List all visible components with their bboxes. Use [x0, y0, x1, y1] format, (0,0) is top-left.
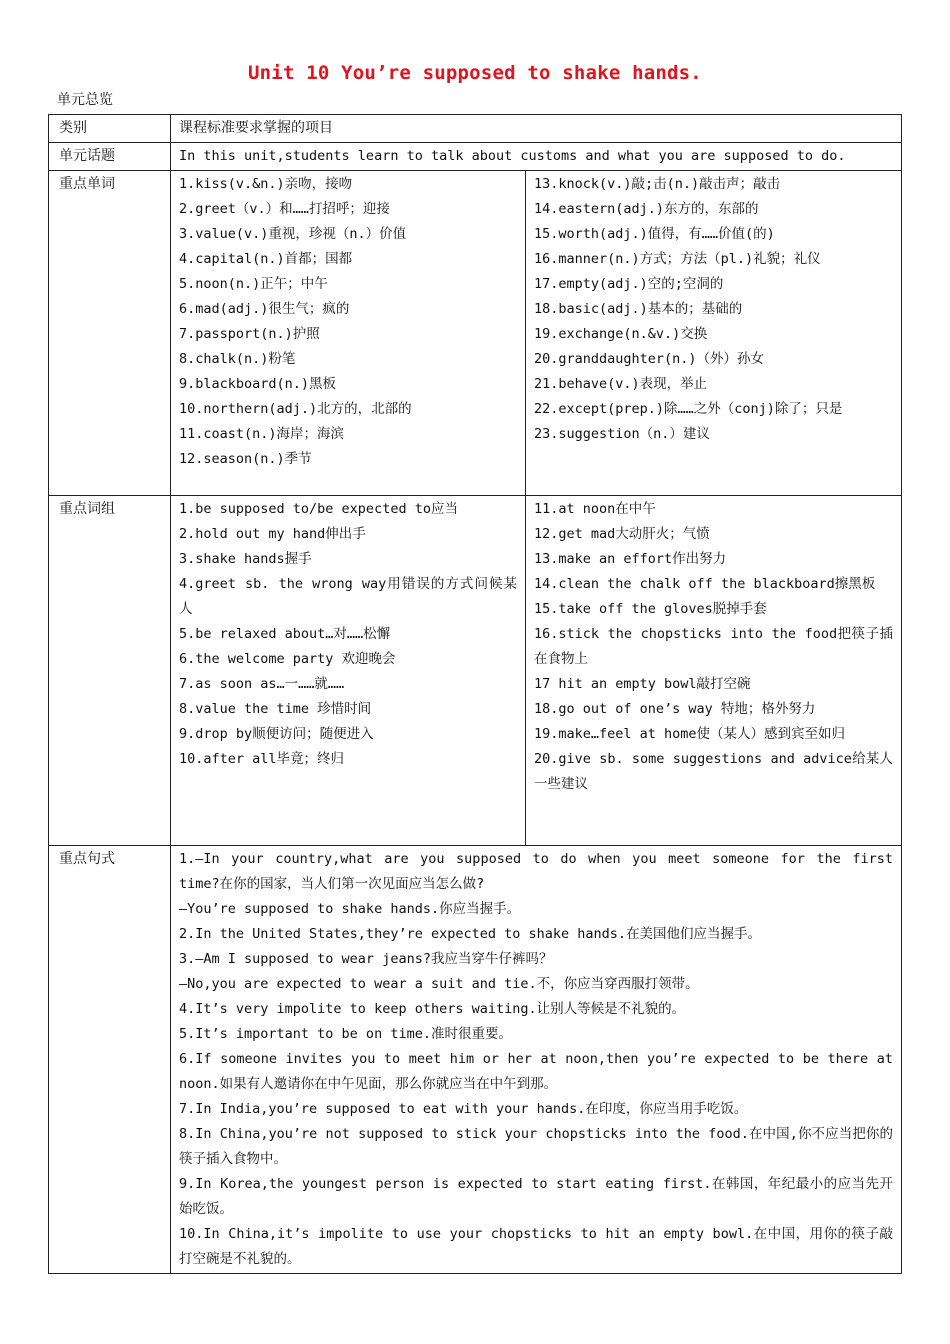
list-item: 20.granddaughter(n.)（外）孙女	[534, 351, 765, 367]
phrases-left-list	[171, 496, 526, 846]
list-item: 5.noon(n.)正午；中午	[179, 276, 328, 292]
words-label: 重点单词	[49, 171, 171, 496]
list-item: 18.basic(adj.)基本的；基础的	[534, 301, 743, 317]
list-item: 10.northern(adj.)北方的，北部的	[179, 401, 412, 417]
sentences-row	[49, 846, 902, 1274]
list-item: 14.clean the chalk off the blackboard擦黑板	[534, 576, 876, 592]
list-item: 7.passport(n.)护照	[179, 326, 320, 342]
page-title: Unit 10 You’re supposed to shake hands.	[248, 62, 702, 84]
list-item: 19.exchange(n.&v.)交换	[534, 326, 708, 342]
sentences-list	[171, 846, 902, 1274]
list-item: 13.knock(v.)敲;击(n.)敲击声；敲击	[534, 176, 781, 192]
phrases-right-list	[526, 496, 902, 846]
list-item: 9.blackboard(n.)黑板	[179, 376, 337, 392]
list-item: 7.as soon as…一……就……	[179, 676, 345, 692]
list-item: 21.behave(v.)表现，举止	[534, 376, 708, 392]
list-item: 8.chalk(n.)粉笔	[179, 351, 296, 367]
list-item: 5.It’s important to be on time.准时很重要。	[179, 1026, 512, 1042]
list-item: 3.value(v.)重视，珍视（n.）价值	[179, 226, 407, 242]
list-item: 23.suggestion（n.）建议	[534, 426, 710, 442]
list-item: 17 hit an empty bowl敲打空碗	[534, 676, 751, 692]
list-item: 11.at noon在中午	[534, 501, 656, 517]
list-item: 1.—In your country,what are you supposed to do when you meet someone for the first time?在你的国家，当人们第一次见面应当怎么做?	[179, 851, 893, 892]
list-item: 12.get mad大动肝火；气愤	[534, 526, 710, 542]
list-item: 18.go out of one’s way 特地；格外努力	[534, 701, 816, 717]
list-item: 5.be relaxed about…对……松懈	[179, 626, 391, 642]
topic-row	[49, 143, 902, 171]
list-item: 9.In Korea,the youngest person is expected to start eating first.在韩国，年纪最小的应当先开始吃饭。	[179, 1176, 893, 1217]
sentences-label: 重点句式	[49, 846, 171, 1274]
list-item: 1.be supposed to/be expected to应当	[179, 501, 458, 517]
list-item: —You’re supposed to shake hands.你应当握手。	[179, 901, 521, 917]
header-items: 课程标准要求掌握的项目	[171, 115, 902, 143]
list-item: 2.In the United States,they’re expected to shake hands.在美国他们应当握手。	[179, 926, 762, 942]
phrases-row	[49, 496, 902, 846]
list-item: 4.capital(n.)首都；国都	[179, 251, 353, 267]
list-item: 6.the welcome party 欢迎晚会	[179, 651, 396, 667]
overview-label: 单元总览	[57, 92, 113, 108]
list-item: 2.greet（v.）和……打招呼；迎接	[179, 201, 390, 217]
list-item: 16.stick the chopsticks into the food把筷子插在食物上	[534, 626, 893, 667]
list-item: 4.It’s very impolite to keep others waiting.让别人等候是不礼貌的。	[179, 1001, 686, 1017]
list-item: 6.mad(adj.)很生气；疯的	[179, 301, 350, 317]
list-item: 16.manner(n.)方式；方法（pl.)礼貌；礼仪	[534, 251, 821, 267]
list-item: 6.If someone invites you to meet him or her at noon,then you’re expected to be there at noon.如果有人邀请你在中午见面，那么你就应当在中午到那。	[179, 1051, 893, 1092]
list-item: 10.after all毕竟；终归	[179, 751, 345, 767]
list-item: 3.—Am I supposed to wear jeans?我应当穿牛仔裤吗？	[179, 951, 553, 967]
list-item: 2.hold out my hand伸出手	[179, 526, 366, 542]
list-item: 12.season(n.)季节	[179, 451, 312, 467]
list-item: 7.In India,you’re supposed to eat with your hands.在印度，你应当用手吃饭。	[179, 1101, 748, 1117]
topic-text: In this unit,students learn to talk about customs and what you are supposed to do.	[171, 143, 902, 171]
list-item: 20.give sb. some suggestions and advice给某人一些建议	[534, 751, 893, 792]
list-item: 15.take off the gloves脱掉手套	[534, 601, 767, 617]
list-item: 1.kiss(v.&n.)亲吻，接吻	[179, 176, 353, 192]
list-item: 8.In China,you’re not supposed to stick your chopsticks into the food.在中国,你不应当把你的筷子插入食物中。	[179, 1126, 893, 1167]
list-item: 14.eastern(adj.)东方的，东部的	[534, 201, 759, 217]
list-item: 13.make an effort作出努力	[534, 551, 727, 567]
list-item: 15.worth(adj.)值得，有……价值(的)	[534, 226, 775, 242]
list-item: 4.greet sb. the wrong way用错误的方式问候某人	[179, 576, 517, 617]
list-item: 3.shake hands握手	[179, 551, 312, 567]
words-right-list	[526, 171, 902, 496]
list-item: 10.In China,it’s impolite to use your chopsticks to hit an empty bowl.在中国，用你的筷子敲打空碗是不礼貌的。	[179, 1226, 893, 1267]
list-item: 11.coast(n.)海岸；海滨	[179, 426, 345, 442]
list-item: 19.make…feel at home使（某人）感到宾至如归	[534, 726, 846, 742]
phrases-label: 重点词组	[49, 496, 171, 846]
words-left-list	[171, 171, 526, 496]
topic-label: 单元话题	[49, 143, 171, 171]
unit-overview-table	[48, 114, 902, 1274]
header-row	[49, 115, 902, 143]
list-item: 9.drop by顺便访问；随便进入	[179, 726, 374, 742]
words-row	[49, 171, 902, 496]
list-item: 8.value the time 珍惜时间	[179, 701, 372, 717]
list-item: 17.empty(adj.)空的;空洞的	[534, 276, 724, 292]
list-item: —No,you are expected to wear a suit and tie.不，你应当穿西服打领带。	[179, 976, 699, 992]
list-item: 22.except(prep.)除……之外（conj)除了；只是	[534, 401, 843, 417]
header-category: 类别	[49, 115, 171, 143]
